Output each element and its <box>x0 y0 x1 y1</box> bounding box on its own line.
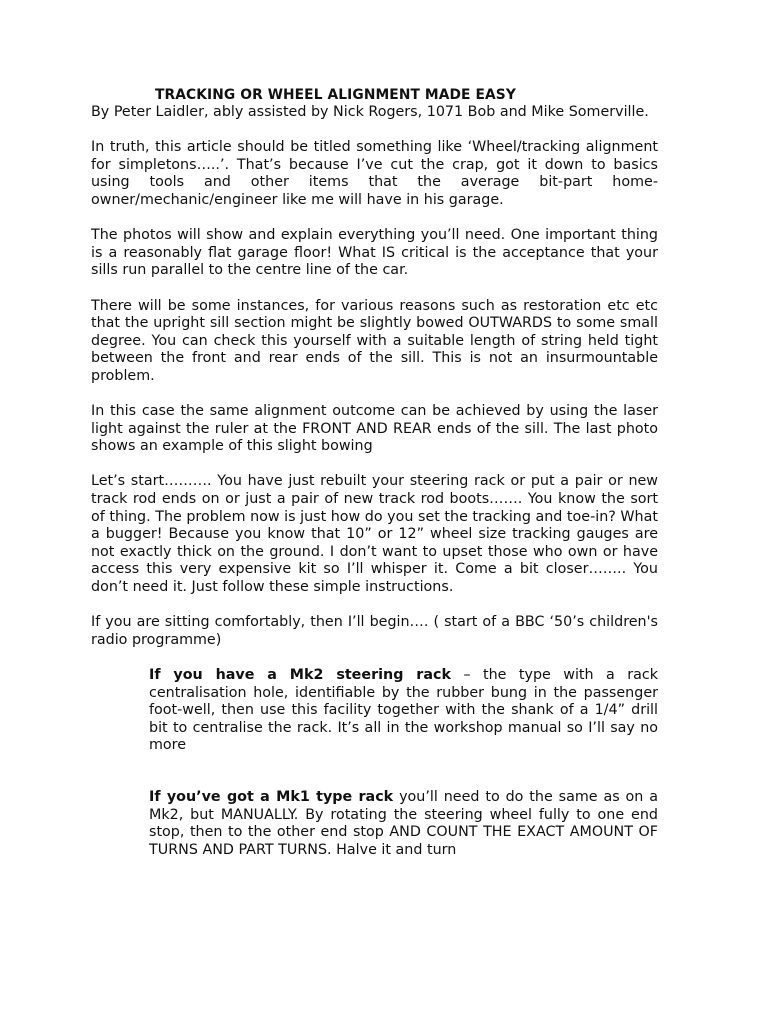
paragraph-intro: In truth, this article should be titled something like ‘Wheel/tracking alignment for simpletons…..’. That’s because I’ve cut the crap, got it down to basics using tools and other items that the average bit-part home-owner/mechanic/engineer like me will have in his garage. <box>91 139 658 208</box>
paragraph-mk1-rack <box>149 789 658 859</box>
paragraph-lets-start: Let’s start………. You have just rebuilt your steering rack or put a pair or new track rod ends on or just a pair of new track rod boots……. You know the sort of thing. The problem now is just how do you set the tracking and toe-in? What a bugger! Because you know that 10” or 12” wheel size tracking gauges are not exactly thick on the ground. I don’t want to upset those who own or have access this very expensive kit so I’ll whisper it. Come a bit closer…….. You don’t need it. Just follow these simple instructions. <box>91 473 658 596</box>
paragraph-sill-bowing: There will be some instances, for various reasons such as restoration etc etc that the upright sill section might be slightly bowed OUTWARDS to some small degree. You can check this yourself with a suitable length of string held tight between the front and rear ends of the sill. This is not an insurmountable problem. <box>91 297 658 384</box>
document-title: TRACKING OR WHEEL ALIGNMENT MADE EASY <box>155 87 516 103</box>
paragraph-sitting-comfortably: If you are sitting comfortably, then I’ll begin…. ( start of a BBC ‘50’s children's radio programme) <box>91 614 658 648</box>
mk1-lead: If you’ve got a Mk1 type rack <box>149 788 394 805</box>
paragraph-laser-alignment: In this case the same alignment outcome can be achieved by using the laser light against the ruler at the FRONT AND REAR ends of the sill. The last photo shows an example of this slight bowing <box>91 403 658 455</box>
paragraph-mk2-rack <box>149 667 658 755</box>
paragraph-photos: The photos will show and explain everything you’ll need. One important thing is a reasonably flat garage floor! What IS critical is the acceptance that your sills run parallel to the centre line of the car. <box>91 227 658 279</box>
byline: By Peter Laidler, ably assisted by Nick Rogers, 1071 Bob and Mike Somerville. <box>91 104 649 120</box>
mk2-lead: If you have a Mk2 steering rack <box>149 667 451 683</box>
mk1-text: you’ll need to do the same as on a Mk2, but MANUALLY. By rotating the steering wheel fully to one end stop, then to the other end stop AND COUNT THE EXACT AMOUNT OF TURNS AND PART TURNS. Halve it and turn <box>149 788 658 858</box>
mk2-text: – the type with a rack centralisation hole, identifiable by the rubber bung in the passenger foot-well, then use this facility together with the shank of a 1/4” drill bit to centralise the rack. It’s all in the workshop manual so I’ll say no more <box>149 667 658 754</box>
